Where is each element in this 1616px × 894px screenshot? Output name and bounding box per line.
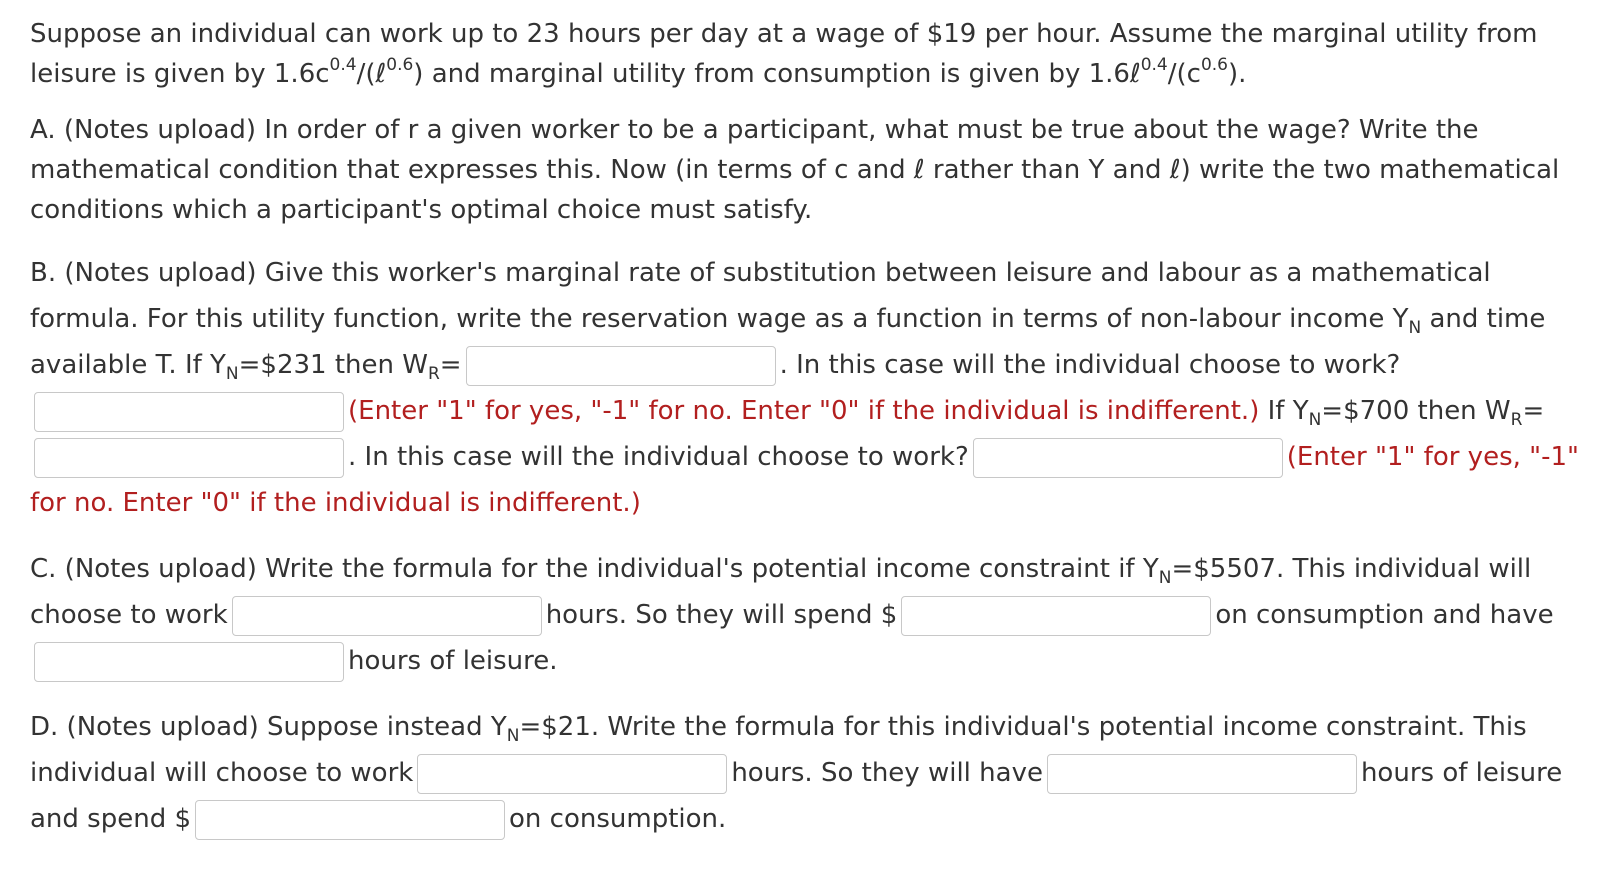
hours-work-5507-input[interactable]	[232, 596, 542, 636]
subscript-n: N	[1308, 410, 1322, 430]
subscript-n: N	[1158, 568, 1172, 588]
exponent: 0.4	[329, 55, 357, 75]
part-d-text: hours. So they will have	[731, 758, 1043, 788]
reservation-wage-231-input[interactable]	[466, 346, 776, 386]
part-b-text: B. (Notes upload) Give this worker's marginal rate of substitution between leisure and labour as a mathematical formula. For this utility function, write the reservation wage as a function in terms of non-labour income Y	[30, 258, 1491, 334]
part-c-text: hours of leisure.	[348, 646, 558, 676]
exponent: 0.6	[386, 55, 414, 75]
subscript-n: N	[225, 364, 239, 384]
work-choice-700-input[interactable]	[973, 438, 1283, 478]
consumption-21-input[interactable]	[195, 800, 505, 840]
intro-text-5: ).	[1228, 59, 1247, 89]
subscript-n: N	[1408, 318, 1422, 338]
part-c-text: C. (Notes upload) Write the formula for the individual's potential income constraint if Y	[30, 554, 1159, 584]
part-c-text: =$5507. This individual will choose to work	[30, 554, 1532, 630]
subscript-r: R	[1510, 410, 1523, 430]
subscript-n: N	[506, 726, 520, 746]
part-a: A. (Notes upload) In order of r a given worker to be a participant, what must be true about the wage? Write the mathematical condition that expresses this. Now (in terms of c and ℓ rather than Y and ℓ) write the two mathematical conditions which a participant's optimal choice must satisfy.	[30, 115, 1560, 225]
part-d-text: on consumption.	[509, 804, 727, 834]
part-d-text: hours of leisure and spend $	[30, 758, 1563, 834]
part-c-text: hours. So they will spend $	[545, 600, 898, 630]
part-c-text: on consumption and have	[1215, 600, 1554, 630]
entry-hint: (Enter "1" for yes, "-1" for no. Enter "0" if the individual is indifferent.)	[348, 396, 1260, 426]
part-b-text: =$231 then W	[238, 350, 428, 380]
part-b-text: . In this case will the individual choose to work?	[779, 350, 1401, 380]
leisure-21-input[interactable]	[1047, 754, 1357, 794]
work-choice-231-input[interactable]	[34, 392, 344, 432]
part-b-text: . In this case will the individual choose to work?	[348, 442, 969, 472]
entry-hint: (Enter "1" for yes, "-1" for no. Enter "0" if the individual is indifferent.)	[30, 442, 1579, 518]
hours-work-21-input[interactable]	[417, 754, 727, 794]
reservation-wage-700-input[interactable]	[34, 438, 344, 478]
part-b-text: =	[439, 350, 462, 380]
intro-text-3: ) and marginal utility from consumption is given by 1.6ℓ	[413, 59, 1141, 89]
subscript-r: R	[427, 364, 440, 384]
part-b-text: =	[1522, 396, 1545, 426]
intro-text-1: Suppose an individual can work up to 23 hours per day at a wage of $19 per hour. Assume the marginal utility from leisure is given by 1.6c	[30, 19, 1538, 89]
part-b-text: =$700 then W	[1321, 396, 1511, 426]
intro-text-4: /(c	[1167, 59, 1201, 89]
part-d-text: D. (Notes upload) Suppose instead Y	[30, 712, 507, 742]
part-b-text: and time available T. If Y	[30, 304, 1546, 380]
intro-text-2: /(ℓ	[356, 59, 387, 89]
consumption-5507-input[interactable]	[901, 596, 1211, 636]
part-d-text: =$21. Write the formula for this individual's potential income constraint. This individual will choose to work	[30, 712, 1527, 788]
leisure-5507-input[interactable]	[34, 642, 344, 682]
problem-statement	[30, 14, 1586, 94]
part-d	[30, 704, 1586, 842]
exponent: 0.6	[1200, 55, 1228, 75]
part-b-text: If Y	[1259, 396, 1309, 426]
exponent: 0.4	[1140, 55, 1168, 75]
part-c	[30, 546, 1586, 684]
part-b	[30, 250, 1586, 526]
